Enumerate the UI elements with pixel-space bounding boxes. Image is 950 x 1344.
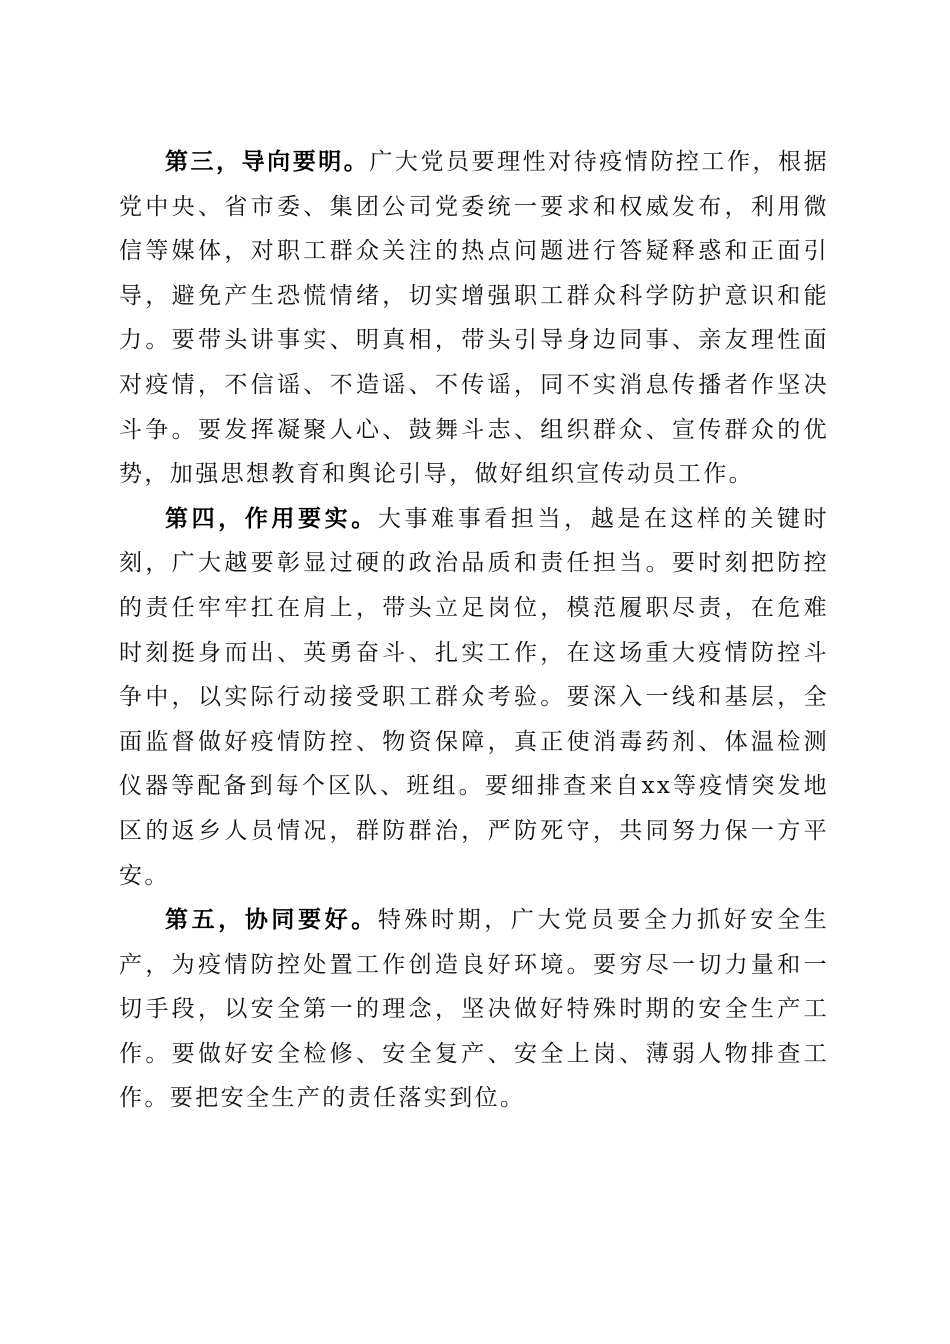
paragraph-third <box>119 140 829 497</box>
paragraph-heading: 第五，协同要好。 <box>165 906 378 934</box>
document-body <box>119 140 829 1121</box>
paragraph-heading: 第三，导向要明。 <box>165 148 370 175</box>
paragraph-text: 特殊时期，广大党员要全力抓好安全生产，为疫情防控处置工作创造良好环境。要穷尽一切力量和一切手段，以安全第一的理念，坚决做好特殊时期的安全生产工作。要做好安全检修、安全复产、安全上岗、薄弱人物排查工作。要把安全生产的责任落实到位。 <box>119 907 829 1112</box>
paragraph-fifth <box>119 898 829 1121</box>
paragraph-text: 大事难事看担当，越是在这样的关键时刻，广大越要彰显过硬的政治品质和责任担当。要时刻把防控的责任牢牢扛在肩上，带头立足岗位，模范履职尽责，在危难时刻挺身而出、英勇奋斗、扎实工作，在这场重大疫情防控斗争中，以实际行动接受职工群众考验。要深入一线和基层，全面监督做好疫情防控、物资保障，真正使消毒药剂、体温检测仪器等配备到每个区队、班组。要细排查来自xx等疫情突发地区的返乡人员情况，群防群治，严防死守，共同努力保一方平安。 <box>119 505 829 889</box>
paragraph-heading: 第四，作用要实。 <box>165 504 378 532</box>
paragraph-fourth <box>119 497 829 898</box>
paragraph-text: 广大党员要理性对待疫情防控工作，根据党中央、省市委、集团公司党委统一要求和权威发布，利用微信等媒体，对职工群众关注的热点问题进行答疑释惑和正面引导，避免产生恐慌情绪，切实增强职工群众科学防护意识和能力。要带头讲事实、明真相，带头引导身边同事、亲友理性面对疫情，不信谣、不造谣、不传谣，同不实消息传播者作坚决斗争。要发挥凝聚人心、鼓舞斗志、组织群众、宣传群众的优势，加强思想教育和舆论引导，做好组织宣传动员工作。 <box>119 149 830 488</box>
